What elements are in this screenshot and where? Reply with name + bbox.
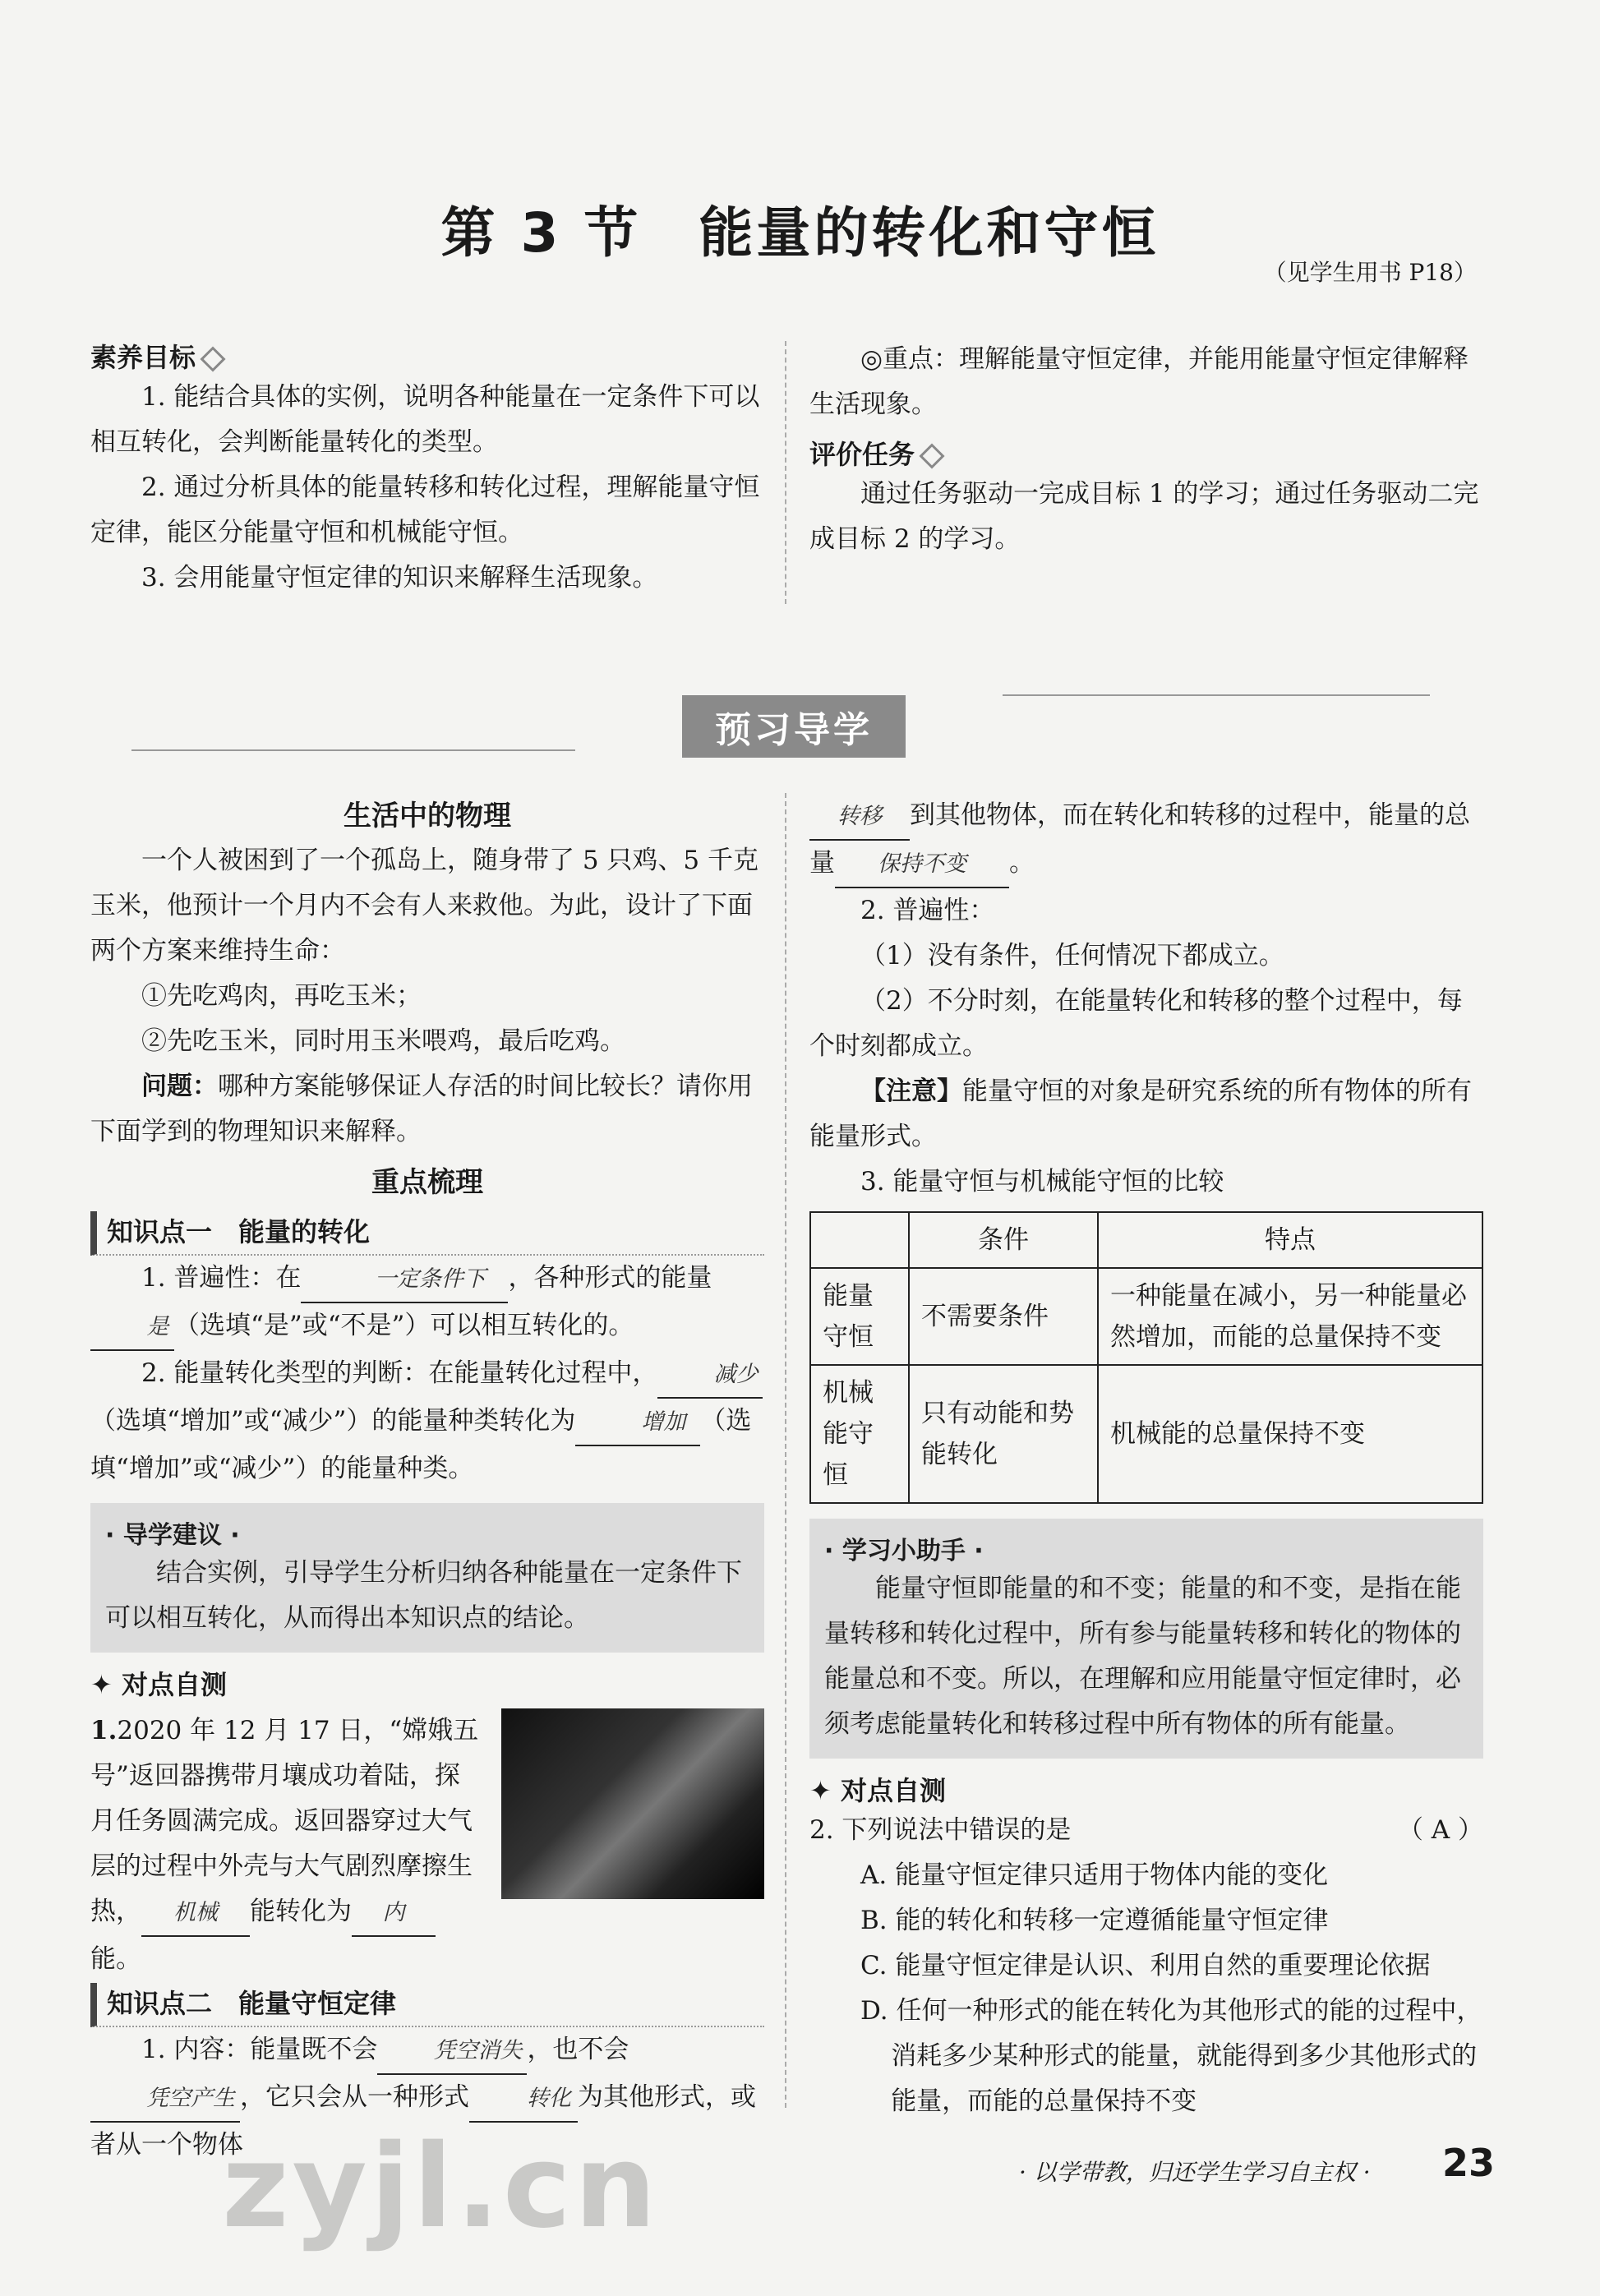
question-1: 1.2020 年 12 月 17 日，“嫦娥五号”返回器携带月壤成功着陆，探月任务圆满完成。返回器穿过大气层的过程中外壳与大气剧烈摩擦生热， 机械 能转化为 内能。	[90, 1716, 479, 1974]
goals-title: 素养目标	[90, 342, 196, 373]
page-title: 第 3 节 能量的转化和守恒	[440, 201, 1160, 265]
goal-item: 3. 会用能量守恒定律的知识来解释生活现象。	[141, 563, 658, 592]
kp1-line2: 2. 能量转化类型的判断：在能量转化过程中， 减少（选填“增加”或“减少”）的能量种类转化为 增加 （选填“增加”或“减少”）的能量种类。	[90, 1351, 764, 1491]
page-number: 23	[1442, 2141, 1496, 2185]
guide-text: 结合实例，引导学生分析归纳各种能量在一定条件下可以相互转化，从而得出本知识点的结论。	[105, 1558, 742, 1633]
footer-motto: · 以学带教，归还学生学习自主权 ·	[1019, 2159, 1371, 2186]
answer-blank: 机械	[141, 1890, 250, 1937]
option-d: D. 任何一种形式的能在转化为其他形式的能的过程中，消耗多少某种形式的能量，就能得到多少其他形式的能量，而能的总量保持不变	[860, 1996, 1482, 2116]
option-b: B. 能的转化和转移一定遵循能量守恒定律	[860, 1906, 1329, 1935]
guide-box	[90, 1503, 764, 1653]
kp2-title: 知识点二 能量守恒定律	[90, 1983, 764, 2027]
right-column	[809, 793, 1483, 2124]
answer-blank: 内	[352, 1890, 436, 1937]
table-cell: 一种能量在减小，另一种能量必然增加，而能的总量保持不变	[1098, 1268, 1482, 1365]
answer-blank: 转化	[469, 2076, 578, 2123]
goals-section	[90, 337, 764, 601]
option-c: C. 能量守恒定律是认识、利用自然的重要理论依据	[860, 1951, 1431, 1980]
helper-text: 能量守恒即能量的和不变；能量的和不变，是指在能量转移和转化过程中，所有参与能量转移和转化的物体的能量总和不变。所以，在理解和应用能量守恒定律时，必须考虑能量转化和转移过程中所有物体的所有能量。	[824, 1574, 1461, 1739]
question-label: 问题：	[141, 1072, 218, 1101]
diamond-icon	[200, 346, 225, 371]
kp2-note: 【注意】能量守恒的对象是研究系统的所有物体的所有能量形式。	[809, 1077, 1472, 1151]
life-intro: 一个人被困到了一个孤岛上，随身带了 5 只鸡、5 千克玉米，他预计一个月内不会有人来救他。为此，设计了下面两个方案来维持生命：	[90, 846, 759, 966]
self-test-title: ✦ 对点自测	[90, 1669, 227, 1700]
question-2: 2. 下列说法中错误的是 （ A ）	[809, 1808, 1483, 1853]
table-cell: 不需要条件	[909, 1268, 1098, 1365]
goal-item: 2. 通过分析具体的能量转移和转化过程，理解能量守恒定律，能区分能量守恒和机械能守恒。	[90, 473, 760, 547]
self-test-1	[90, 1708, 764, 1980]
answer-blank: 凭空消失	[377, 2028, 527, 2075]
banner-rule-right	[1003, 694, 1430, 696]
table-row	[810, 1365, 1482, 1503]
goals-right	[809, 337, 1483, 562]
table-row	[810, 1268, 1482, 1365]
column-divider	[785, 341, 786, 604]
kp2-p2a: （1）没有条件，任何情况下都成立。	[860, 941, 1284, 970]
left-column	[90, 793, 764, 2168]
self-test-title: ✦ 对点自测	[809, 1775, 946, 1806]
table-header: 特点	[1098, 1212, 1482, 1268]
review-title: 重点梳理	[371, 1166, 483, 1199]
option-a: A. 能量守恒定律只适用于物体内能的变化	[860, 1860, 1329, 1890]
life-physics-title: 生活中的物理	[344, 800, 511, 832]
answer-blank: 减少	[657, 1352, 763, 1399]
answer-blank: 是	[90, 1304, 174, 1351]
kp2-p2: 2. 普遍性：	[860, 896, 995, 925]
life-question: 问题：哪种方案能够保证人存活的时间比较长？请你用下面学到的物理知识来解释。	[90, 1072, 753, 1146]
helper-box	[809, 1519, 1483, 1759]
answer-blank: 保持不变	[835, 841, 1009, 888]
watermark: zyjl.cn	[222, 2120, 660, 2254]
note-label: 【注意】	[860, 1077, 962, 1106]
diamond-icon	[919, 443, 944, 468]
table-header-row	[810, 1212, 1482, 1268]
capsule-photo	[501, 1708, 764, 1899]
comparison-table	[809, 1211, 1483, 1504]
kp1-title: 知识点一 能量的转化	[90, 1211, 764, 1256]
answer-blank: 凭空产生	[90, 2076, 240, 2123]
table-cell: 只有动能和势能转化	[909, 1365, 1098, 1503]
answer-blank: 转移	[809, 794, 910, 841]
task-title: 评价任务	[809, 439, 915, 470]
kp2-line1: 1. 内容：能量既不会 凭空消失 ，也不会凭空产生 ，它只会从一种形式 转化 为其他形式，或者从一个物体	[90, 2027, 764, 2168]
goal-item: 1. 能结合具体的实例，说明各种能量在一定条件下可以相互转化，会判断能量转化的类型。	[90, 382, 760, 457]
banner-rule-left	[131, 749, 575, 751]
table-header	[810, 1212, 909, 1268]
task-text: 通过任务驱动一完成目标 1 的学习；通过任务驱动二完成目标 2 的学习。	[809, 479, 1479, 554]
helper-title: · 学习小助手 ·	[824, 1537, 984, 1565]
kp2-p2b: （2）不分时刻，在能量转化和转移的整个过程中，每个时刻都成立。	[809, 986, 1463, 1061]
table-cell: 机械能的总量保持不变	[1098, 1365, 1482, 1503]
table-header: 条件	[909, 1212, 1098, 1268]
plan-1: ①先吃鸡肉，再吃玉米；	[141, 981, 422, 1011]
kp1-line1: 1. 普遍性：在 一定条件下 ，各种形式的能量是 （选填“是”或“不是”）可以相互转化的。	[90, 1256, 764, 1351]
kp2-continue: 转移 到其他物体，而在转化和转移的过程中，能量的总量 保持不变 。	[809, 793, 1483, 888]
answer-bracket: （ A ）	[1397, 1815, 1483, 1845]
section-banner: 预习导学	[682, 695, 906, 758]
table-cell: 机械能守恒	[810, 1365, 909, 1503]
column-divider	[785, 793, 786, 2108]
table-cell: 能量守恒	[810, 1268, 909, 1365]
guide-title: · 导学建议 ·	[105, 1521, 240, 1550]
answer-blank: 增加	[575, 1399, 700, 1446]
plan-2: ②先吃玉米，同时用玉米喂鸡，最后吃鸡。	[141, 1026, 625, 1056]
answer-blank: 一定条件下	[301, 1256, 508, 1303]
kp2-p3: 3. 能量守恒与机械能守恒的比较	[860, 1167, 1224, 1196]
key-point: ◎重点：理解能量守恒定律，并能用能量守恒定律解释生活现象。	[809, 344, 1469, 419]
page-reference: （见学生用书 P18）	[1263, 259, 1477, 286]
